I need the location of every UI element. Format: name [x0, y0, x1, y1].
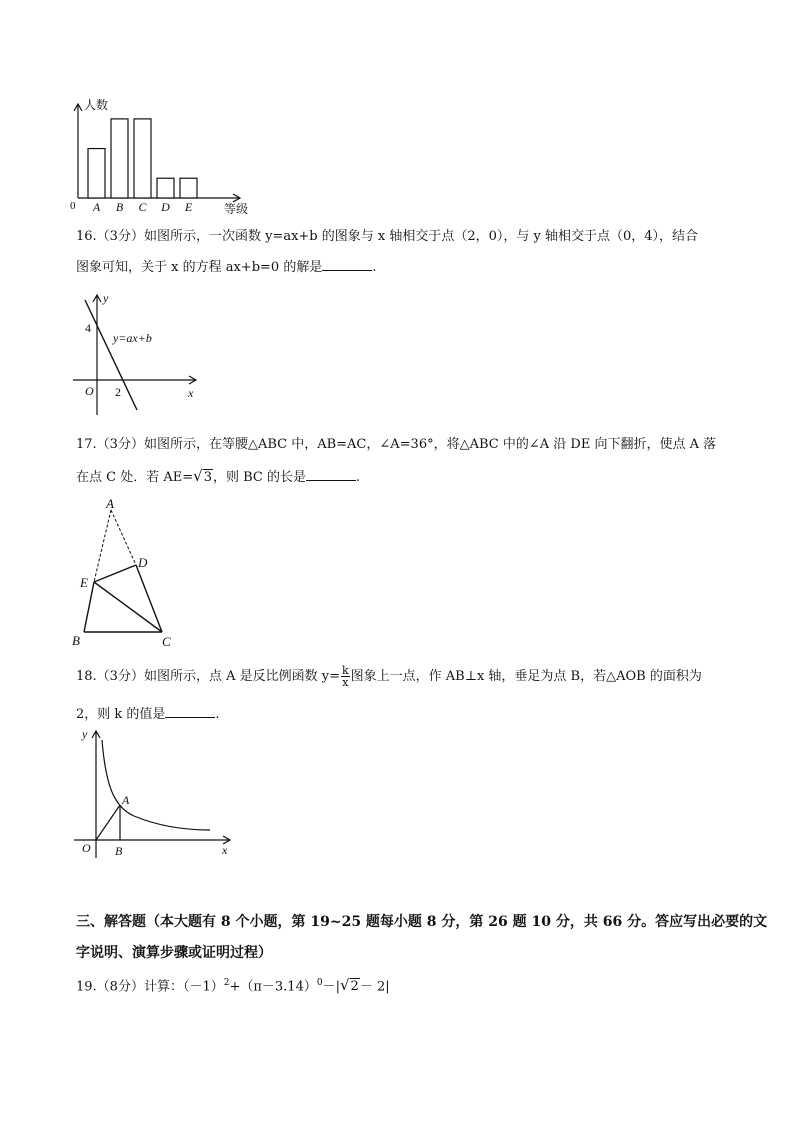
q17-figure	[68, 495, 188, 655]
bar-A	[88, 149, 105, 198]
q16-answer-blank	[322, 258, 372, 271]
bar-D	[157, 178, 174, 198]
bar-C	[134, 119, 151, 198]
q18-label-a: A	[122, 793, 130, 807]
q17-line2-a: 在点 C 处．若 AE=	[76, 470, 194, 485]
bar-label-D: D	[161, 200, 170, 214]
q18-line2	[76, 700, 220, 730]
q18-origin-label: O	[82, 841, 91, 855]
q17-answer-blank	[306, 468, 356, 481]
bar-label-C: C	[138, 200, 147, 214]
q17-end: .	[355, 470, 361, 485]
q17-line2	[76, 461, 360, 493]
q16-four-label: 4	[85, 321, 91, 335]
q19-minus: －|	[322, 979, 340, 995]
q18-line1-a: 18.（3分）如图所示，点 A 是反比例函数 y=	[76, 669, 340, 684]
q17-label-e: E	[80, 575, 88, 590]
q17-dash-ae	[94, 510, 111, 582]
q18-label-b: B	[115, 844, 123, 858]
origin-label: 0	[70, 200, 76, 212]
q18-y-label: y	[82, 727, 88, 741]
q19-mid: +（π－3.14）	[229, 979, 317, 995]
q18-segment-oa	[96, 805, 120, 840]
q16-end: .	[372, 260, 377, 275]
q18-hyperbola	[102, 740, 210, 830]
q19-exp2: 0	[316, 978, 323, 988]
q17-label-b: B	[72, 633, 80, 648]
q18-figure	[68, 728, 243, 863]
q17-sqrt: √3	[193, 467, 212, 485]
bar-chart	[60, 95, 260, 220]
bar-E	[180, 178, 197, 198]
bar-B	[111, 119, 128, 198]
q18-fraction	[341, 665, 350, 688]
section3-line2: 字说明、演算步骤或证明过程）	[76, 945, 272, 961]
q19-tail: － 2|	[359, 979, 390, 995]
q17-line1: 17.（3分）如图所示，在等腰△ABC 中，AB=AC，∠A=36°，将△ABC 中的∠A 沿 DE 向下翻折，使点 A 落	[76, 437, 717, 452]
q17-label-a: A	[106, 496, 114, 511]
q16-line2-text: 图象可知，关于 x 的方程 ax+b=0 的解是	[76, 260, 323, 275]
q18-frac-den: x	[342, 676, 349, 689]
q19-prefix: 19.（8分）计算：（－1）	[76, 979, 224, 995]
q17-line2-b: ，则 BC 的长是	[212, 470, 306, 485]
y-axis-label: 人数	[84, 98, 109, 112]
q18-line2-text: 2，则 k 的值是	[76, 707, 166, 722]
bar-label-A: A	[92, 200, 101, 214]
q19-line	[76, 968, 390, 1002]
q16-x-label: x	[188, 386, 194, 400]
section3-line1: 三、解答题（本大题有 8 个小题，第 19~25 题每小题 8 分，第 26 题 10 分，共 66 分。答应写出必要的文	[76, 914, 768, 930]
q17-label-c: C	[162, 634, 171, 649]
q18-line1-b: 图象上一点，作 AB⊥x 轴，垂足为点 B，若△AOB 的面积为	[350, 669, 702, 684]
q19-sqrt: √2	[339, 976, 359, 995]
q17-label-d: D	[138, 555, 148, 570]
x-axis-label: 等级	[224, 202, 249, 216]
q18-frac-num: k	[341, 664, 349, 677]
q18-end: .	[215, 707, 220, 722]
q16-line1: 16.（3分）如图所示，一次函数 y=ax+b 的图象与 x 轴相交于点（2，0），与 y 轴相交于点（0，4），结合	[76, 229, 699, 244]
q17-segment-ed	[94, 565, 136, 582]
q16-y-label: y	[103, 291, 109, 305]
q19-exp1: 2	[223, 978, 230, 988]
bar-label-B: B	[115, 200, 124, 214]
q19-sqrt-value: 2	[350, 979, 359, 995]
q17-sqrt-value: 3	[203, 470, 212, 485]
q16-equation-label: y=ax+b	[113, 331, 152, 345]
q18-answer-blank	[165, 705, 215, 718]
q18-x-label: x	[222, 843, 228, 857]
q16-figure	[65, 290, 205, 420]
q16-two-label: 2	[115, 385, 121, 399]
q18-line1	[76, 662, 702, 692]
q16-origin-label: O	[85, 384, 94, 398]
q17-dash-ad	[111, 510, 136, 565]
q16-line2	[76, 253, 376, 283]
bar-label-E: E	[184, 200, 193, 214]
